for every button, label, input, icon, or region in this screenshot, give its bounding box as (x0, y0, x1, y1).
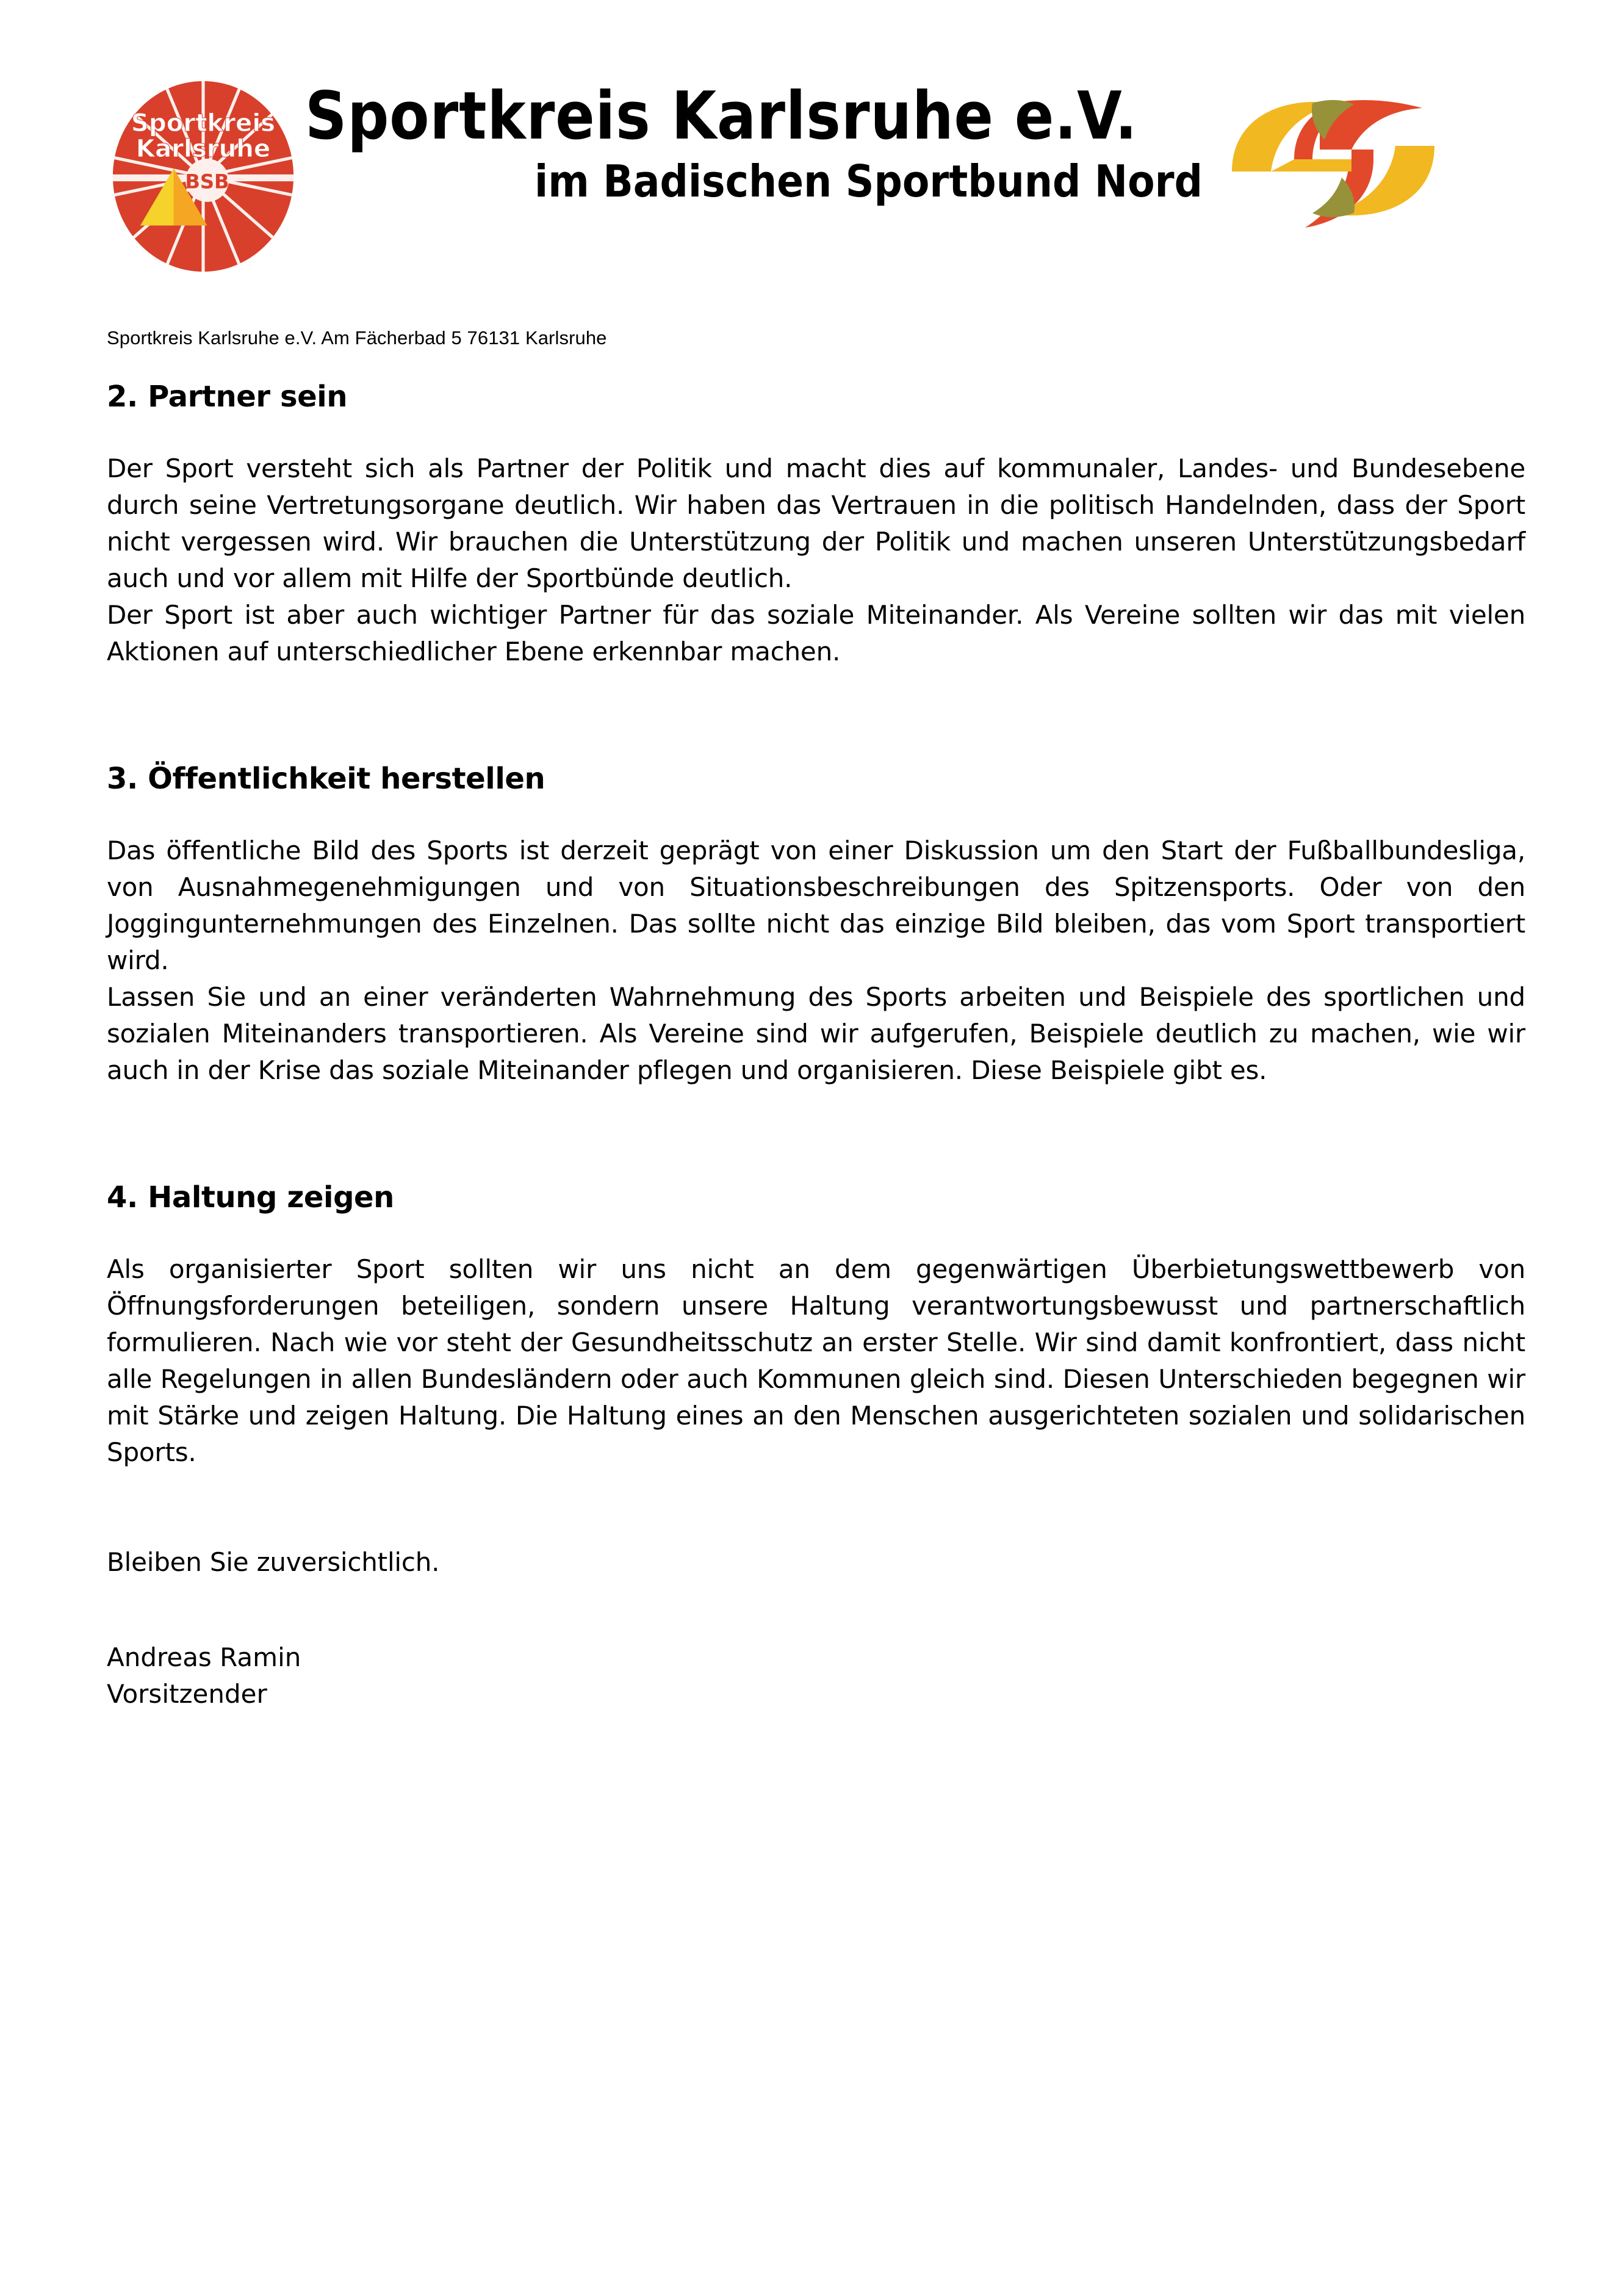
letter-body (107, 327, 1525, 1713)
signature-name: Andreas Ramin (107, 1642, 301, 1673)
letterhead-titles (305, 78, 1208, 208)
spacer (107, 797, 1525, 832)
section-heading-3: 3. Öffentlichkeit herstellen (107, 762, 545, 796)
badischer-sportbund-logo (1217, 76, 1449, 241)
organisation-subtitle: im Badischen Sportbund Nord (534, 156, 1203, 208)
section-4-paragraph-1: Als organisierter Sport sollten wir uns nicht an dem gegenwärtigen Überbietungswettbewerb von Öffnungsforderungen beteiligen, sondern unsere Haltung verantwortungsbewusst und partnerschaftlich formulieren. Nach wie vor steht der Gesundheitsschutz an erster Stelle. Wir sind damit konfrontiert, dass nicht alle Regelungen in allen Bundesländern oder auch Kommunen gleich sind. Diesen Unterschieden begegnen wir mit Stärke und zeigen Haltung. Die Haltung eines an den Menschen ausgerichteten sozialen und solidarischen Sports. (107, 1254, 1525, 1468)
spacer (107, 1471, 1525, 1544)
section-heading-2: 2. Partner sein (107, 380, 348, 414)
section-heading-4: 4. Haltung zeigen (107, 1180, 394, 1215)
sportkreis-karlsruhe-logo (105, 78, 301, 275)
signature-block (107, 1639, 1525, 1713)
spacer (107, 415, 1525, 450)
closing-line: Bleiben Sie zuversichtlich. (107, 1547, 440, 1578)
section-2-paragraph-2: Der Sport ist aber auch wichtiger Partner für das soziale Miteinander. Als Vereine sollten wir das mit vielen Aktionen auf unterschiedlicher Ebene erkennbar machen. (107, 600, 1525, 667)
signature-role: Vorsitzender (107, 1679, 267, 1709)
section-3-paragraph-1: Das öffentliche Bild des Sports ist derzeit geprägt von einer Diskussion um den Start der Fußballbundesliga, von Ausnahmegenehmigungen und von Situationsbeschreibungen des Spitzensports. Oder von den Joggingunternehmungen des Einzelnen. Das sollte nicht das einzige Bild bleiben, das vom Sport transportiert wird. (107, 836, 1525, 976)
section-3-paragraph-2: Lassen Sie und an einer veränderten Wahrnehmung des Sports arbeiten und Beispiele des sportlichen und sozialen Miteinanders transportieren. Als Vereine sind wir aufgerufen, Beispiele deutlich zu machen, wie wir auch in der Krise das soziale Miteinander pflegen und organisieren. Diese Beispiele gibt es. (107, 982, 1525, 1086)
emblem-line1: Sportkreis (131, 109, 276, 137)
letterhead (0, 0, 1623, 305)
sender-address-line: Sportkreis Karlsruhe e.V. Am Fächerbad 5 76131 Karlsruhe (107, 327, 607, 348)
spacer (107, 1581, 1525, 1639)
bsb-badge-text: BSB (185, 170, 229, 193)
spacer (107, 1089, 1525, 1179)
organisation-name: Sportkreis Karlsruhe e.V. (305, 78, 1138, 154)
spacer (107, 1216, 1525, 1251)
section-2-paragraph-1: Der Sport versteht sich als Partner der Politik und macht dies auf kommunaler, Landes- und Bundesebene durch seine Vertretungsorgane deutlich. Wir haben das Vertrauen in die politisch Handelnden, dass der Sport nicht vergessen wird. Wir brauchen die Unterstützung der Politik und machen unseren Unterstützungsbedarf auch und vor allem mit Hilfe der Sportbünde deutlich. (107, 453, 1525, 594)
emblem-line2: Karlsruhe (135, 134, 271, 163)
spacer (107, 670, 1525, 760)
sportkreis-karlsruhe-emblem-icon (105, 78, 301, 275)
badischer-sportbund-swirl-icon (1217, 76, 1449, 241)
